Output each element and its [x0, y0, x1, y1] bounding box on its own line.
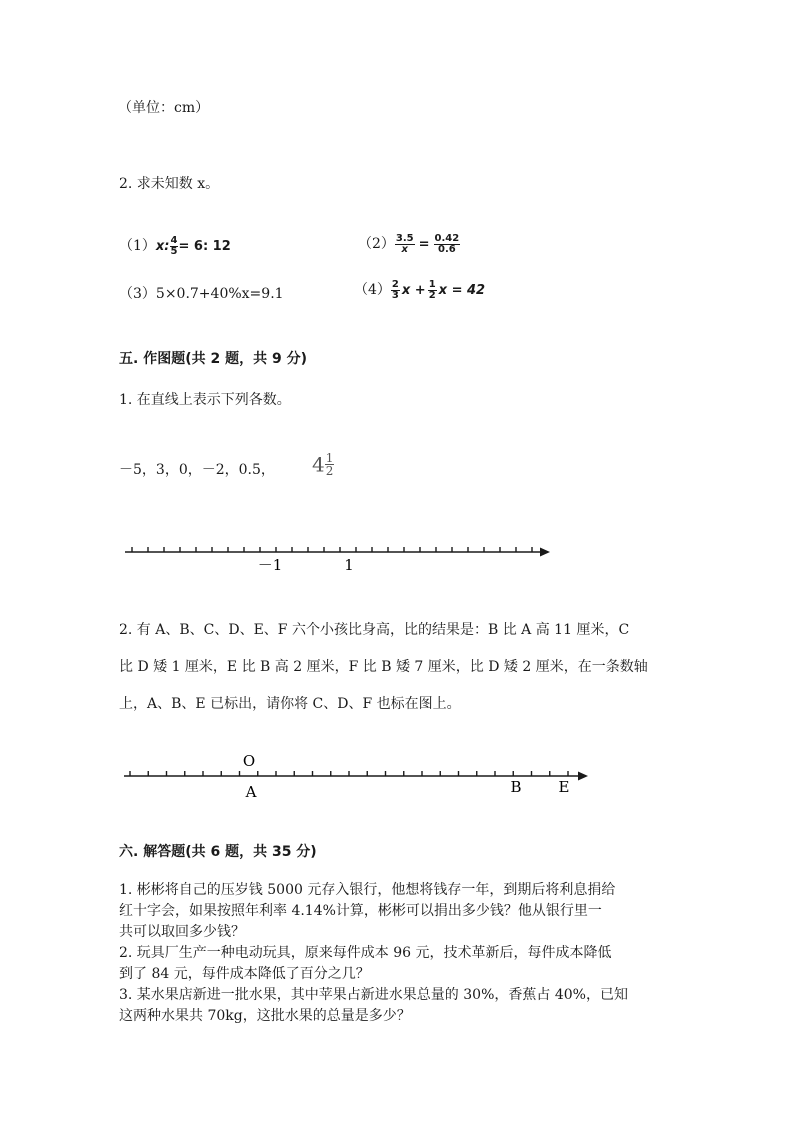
section-6-question-2-line-2: 到了 84 元，每件成本降低了百分之几？	[119, 966, 370, 982]
equation-1	[119, 235, 231, 257]
fraction-numerator: 1	[428, 278, 436, 290]
section-6-question-1-line-1: 1. 彬彬将自己的压岁钱 5000 元存入银行，他想将钱存一年，到期后将利息捐给	[119, 882, 616, 898]
equation-2-fraction-left	[395, 234, 415, 255]
equation-4-rhs: x = 42	[438, 283, 486, 298]
section-6-question-2-line-1: 2. 玩具厂生产一种电动玩具，原来每件成本 96 元，技术革新后，每件成本降低	[119, 945, 612, 961]
section-5-question-1: 1. 在直线上表示下列各数。	[119, 392, 291, 408]
equation-3: （3）5×0.7+40%x=9.1	[119, 286, 284, 302]
equation-4-mid: x +	[401, 283, 426, 298]
tick-label-neg1: －1	[257, 556, 283, 574]
section-5-question-2-line-3: 上，A、B、E 已标出，请你将 C、D、F 也标在图上。	[119, 696, 461, 712]
arrow-head-icon	[578, 772, 588, 781]
fraction-denominator: 5	[170, 245, 178, 257]
equation-1-lhs: x:	[155, 239, 170, 254]
section-6-heading: 六. 解答题(共 6 题，共 35 分)	[119, 844, 317, 860]
tick-label-1: 1	[344, 556, 354, 574]
equation-2-fraction-right	[434, 234, 461, 255]
point-label-e: E	[558, 778, 570, 796]
fraction-numerator: 4	[170, 234, 178, 246]
section-5-question-2-line-1: 2. 有 A、B、C、D、E、F 六个小孩比身高，比的结果是：B 比 A 高 11 厘米，C	[119, 622, 630, 638]
equation-4-fraction-1	[391, 280, 400, 301]
equation-2-equals: =	[418, 237, 430, 252]
section-6-question-3-line-1: 3. 某水果店新进一批水果，其中苹果占新进水果总量的 30%，香蕉占 40%，已知	[119, 987, 628, 1003]
mixed-number-whole: 4	[312, 452, 325, 477]
fraction-numerator: 1	[325, 451, 334, 465]
fraction-numerator: 2	[391, 278, 399, 290]
fraction-denominator: 3	[391, 289, 399, 301]
section-5-question-2-line-2: 比 D 矮 1 厘米，E 比 B 高 2 厘米，F 比 B 矮 7 厘米，比 D 矮 2 厘米，在一条数轴	[119, 659, 648, 675]
mixed-number-fraction	[325, 452, 335, 477]
question-2-title: 2. 求未知数 x。	[119, 176, 220, 192]
equation-1-label: （1）	[119, 238, 156, 254]
equation-2-label: （2）	[358, 236, 395, 252]
fraction-denominator: 0.6	[438, 243, 456, 255]
equation-2	[358, 233, 460, 255]
number-line-2	[0, 750, 794, 800]
section-6-question-3-line-2: 这两种水果共 70kg，这批水果的总量是多少？	[119, 1008, 411, 1024]
equation-1-rhs: = 6: 12	[178, 239, 231, 254]
number-list: －5，3，0，－2，0.5，	[119, 462, 275, 478]
origin-label: O	[242, 752, 256, 770]
point-label-b: B	[510, 778, 522, 796]
unit-note: （单位：cm）	[118, 100, 210, 116]
fraction-denominator: x	[401, 243, 408, 255]
mixed-number	[312, 452, 334, 477]
fraction-denominator: 2	[428, 289, 436, 301]
equation-4-label: （4）	[354, 282, 391, 298]
arrow-head-icon	[540, 548, 550, 557]
equation-4-fraction-2	[428, 280, 437, 301]
fraction-denominator: 2	[325, 464, 334, 478]
section-6-question-1-line-2: 红十字会，如果按照年利率 4.14%计算，彬彬可以捐出多少钱？他从银行里一	[119, 903, 602, 919]
number-line-1	[0, 535, 794, 580]
fraction-numerator: 0.42	[434, 232, 460, 244]
point-label-a: A	[245, 783, 257, 800]
equation-4	[354, 279, 485, 301]
section-5-heading: 五. 作图题(共 2 题，共 9 分)	[119, 351, 307, 367]
fraction-numerator: 3.5	[395, 232, 414, 244]
section-6-question-1-line-3: 共可以取回多少钱？	[119, 924, 245, 940]
